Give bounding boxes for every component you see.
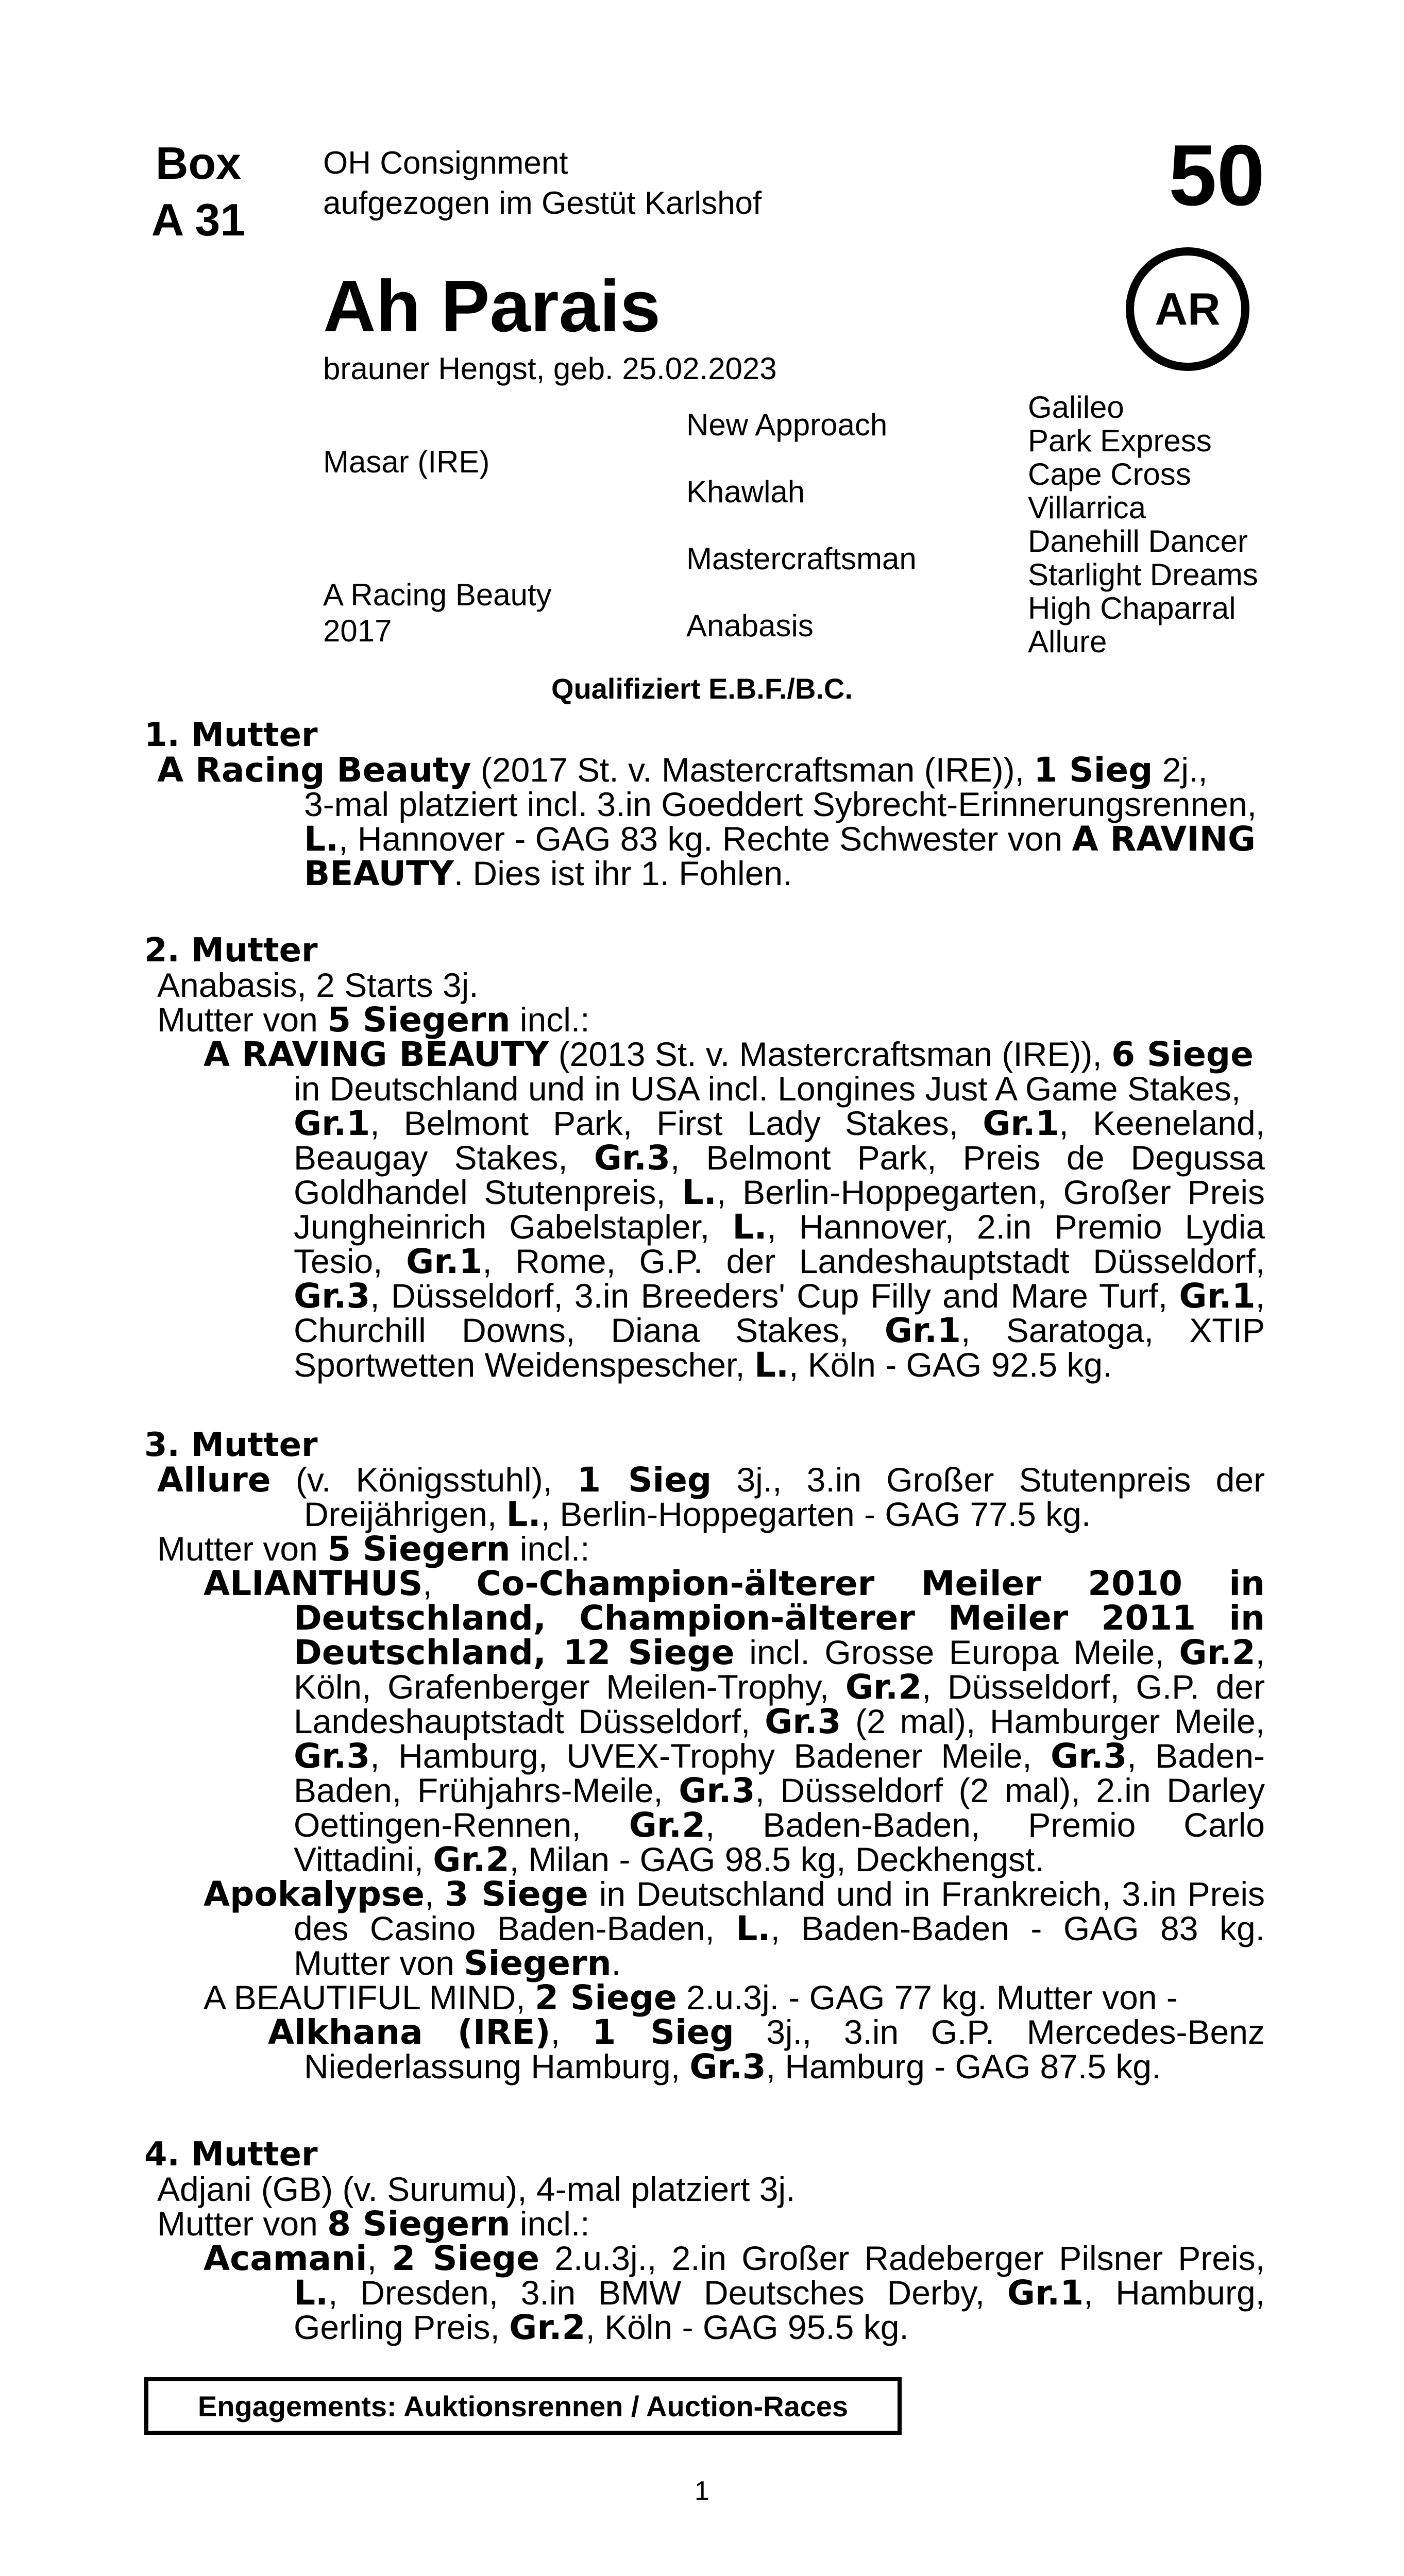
race-grade: Gr.2 xyxy=(629,1805,705,1845)
text: , Hannover, 2.in Premio Lydia xyxy=(767,1208,1265,1246)
text: Dreijährigen, xyxy=(304,1495,506,1533)
text: in Deutschland und in Frankreich, 3.in Preis xyxy=(588,1875,1265,1913)
horse-name-bold: Alkhana (IRE) xyxy=(268,2012,551,2052)
text: , Baden-Baden - GAG 83 kg. xyxy=(770,1909,1265,1947)
pedigree-dam-year: 2017 xyxy=(323,614,392,648)
text: , Milan - GAG 98.5 kg, Deckhengst. xyxy=(509,1840,1044,1878)
wins: 2 Siege xyxy=(392,2239,539,2278)
championship-title: Deutschland, 12 Siege xyxy=(294,1633,735,1672)
race-grade: L. xyxy=(682,1173,717,1212)
mother3-line xyxy=(294,1704,1265,1739)
mother3-line xyxy=(294,1736,1265,1776)
wins: 1 Sieg xyxy=(592,2012,734,2052)
race-grade: Gr.2 xyxy=(845,1667,922,1707)
text: incl.: xyxy=(510,2205,590,2243)
consignment-line2: aufgezogen im Gestüt Karlshof xyxy=(323,185,762,221)
mother3-line xyxy=(294,1943,621,1983)
race-grade: Gr.1 xyxy=(983,1104,1059,1143)
horse-name: Ah Parais xyxy=(323,265,661,347)
text: , xyxy=(422,1564,477,1602)
race-grade: L. xyxy=(506,1495,541,1534)
text: Beaugay Stakes, xyxy=(294,1139,594,1177)
text: Jungheinrich Gabelstapler, xyxy=(294,1208,733,1246)
pedigree-gen2-1: New Approach xyxy=(686,408,888,442)
mother3-line xyxy=(294,1667,1265,1707)
text: . Dies ist ihr 1. Fohlen. xyxy=(453,854,792,892)
mother2-line xyxy=(294,1313,1265,1348)
pedigree-gen2-3: Mastercraftsman xyxy=(686,541,917,576)
horse-name-bold: A RAVING xyxy=(1072,819,1256,859)
text: , xyxy=(1255,1633,1265,1671)
mother1-line xyxy=(304,856,792,891)
race-grade: Gr.1 xyxy=(1179,1276,1256,1316)
mother4-line xyxy=(294,2310,909,2345)
box-label xyxy=(139,135,258,248)
race-grade: Gr.1 xyxy=(1007,2273,1084,2313)
text: Mutter von xyxy=(157,1001,328,1039)
mother3-title: 3. Mutter xyxy=(144,1426,318,1464)
text: Sportwetten Weidenspescher, xyxy=(294,1346,754,1384)
wins: 6 Siege xyxy=(1111,1035,1254,1074)
race-grade: Gr.1 xyxy=(294,1104,370,1143)
championship-title: Co-Champion-älterer Meiler 2010 in xyxy=(476,1564,1265,1603)
championship-title: Deutschland, Champion-älterer Meiler 2011 in xyxy=(294,1598,1265,1638)
text: Niederlassung Hamburg, xyxy=(304,2047,690,2086)
race-grade: Gr.3 xyxy=(594,1138,671,1178)
page-number: 1 xyxy=(695,2476,709,2506)
mother3-line xyxy=(294,1911,1265,1946)
winners-count: 8 Siegern xyxy=(327,2204,511,2244)
text: , Düsseldorf, 3.in Breeders' Cup Filly and Mare Turf, xyxy=(370,1277,1179,1315)
text: , xyxy=(550,2013,593,2051)
pedigree-gen3-4: Villarrica xyxy=(1028,490,1146,525)
text: , Hamburg, UVEX-Trophy Badener Meile, xyxy=(370,1737,1051,1775)
text: , Düsseldorf (2 mal), 2.in Darley xyxy=(755,1771,1265,1809)
race-grade: Gr.2 xyxy=(433,1840,510,1879)
mother1-line xyxy=(304,787,1265,822)
mother4-line xyxy=(294,2273,1265,2313)
text: , Baden-Baden, Premio Carlo xyxy=(705,1806,1265,1844)
text: , Keeneland, xyxy=(1059,1104,1265,1142)
pedigree-gen2-2: Khawlah xyxy=(686,474,805,509)
text: , xyxy=(1255,1277,1265,1315)
mother3-line xyxy=(304,1497,1091,1532)
text: des Casino Baden-Baden, xyxy=(294,1909,736,1947)
race-grade: L. xyxy=(304,819,339,859)
race-grade: Gr.3 xyxy=(294,1276,370,1316)
mother1-line xyxy=(157,750,1265,790)
consignment-line1: OH Consignment xyxy=(323,145,568,181)
mother3-line xyxy=(204,1566,1265,1601)
horse-description: brauner Hengst, geb. 25.02.2023 xyxy=(323,351,777,386)
race-grade: L. xyxy=(294,2273,329,2313)
text: , Belmont Park, First Lady Stakes, xyxy=(370,1104,983,1142)
text: 2j., xyxy=(1153,751,1208,789)
mother3-line xyxy=(294,1635,1265,1670)
pedigree-gen3-1: Galileo xyxy=(1028,390,1124,425)
text: , Baden- xyxy=(1127,1737,1265,1775)
text: incl.: xyxy=(510,1001,590,1039)
race-grade: Gr.3 xyxy=(1051,1736,1127,1776)
text: , Hannover - GAG 83 kg. Rechte Schwester von xyxy=(339,820,1072,858)
text: Köln, Grafenberger Meilen-Trophy, xyxy=(294,1668,845,1706)
text: , Belmont Park, Preis de Degussa xyxy=(670,1139,1265,1177)
race-grade: Gr.3 xyxy=(765,1702,841,1741)
pedigree-sire: Masar (IRE) xyxy=(323,445,490,479)
mother2-line xyxy=(204,1037,1265,1072)
mother4-line xyxy=(204,2241,1265,2276)
mother1-title: 1. Mutter xyxy=(144,716,318,754)
winners-count: 5 Siegern xyxy=(327,1000,511,1040)
wins: 1 Sieg xyxy=(577,1460,712,1500)
mother2-line xyxy=(294,1138,1265,1178)
text: (2017 St. v. Mastercraftsman (IRE)), xyxy=(471,751,1034,789)
pedigree-gen3-6: Starlight Dreams xyxy=(1028,557,1258,592)
box-label-line2: A 31 xyxy=(151,194,246,245)
mother3-line xyxy=(204,1978,1178,2018)
pedigree-gen2-4: Anabasis xyxy=(686,608,814,643)
text: , Berlin-Hoppegarten, Großer Preis xyxy=(716,1173,1265,1211)
race-grade: L. xyxy=(732,1207,767,1247)
text: , Köln - GAG 95.5 kg. xyxy=(585,2308,909,2346)
text: Mutter von xyxy=(157,2205,328,2243)
race-grade: Gr.1 xyxy=(884,1311,961,1350)
text: , Düsseldorf, G.P. der xyxy=(922,1668,1265,1706)
mother2-line xyxy=(294,1072,1265,1106)
text: , xyxy=(425,1875,445,1913)
text: 2.u.3j. - GAG 77 kg. Mutter von - xyxy=(676,1978,1178,2016)
wins: 1 Sieg xyxy=(1034,750,1153,790)
mother2-line xyxy=(294,1244,1265,1279)
text: 2.u.3j., 2.in Großer Radeberger Pilsner Preis, xyxy=(539,2239,1265,2277)
mother3-line xyxy=(294,1598,1265,1638)
text: Vittadini, xyxy=(294,1840,433,1878)
consignment-info xyxy=(323,143,762,224)
mother3-line xyxy=(157,1460,1265,1500)
horse-name-bold: BEAUTY xyxy=(304,854,454,893)
text: , Hamburg - GAG 87.5 kg. xyxy=(766,2047,1161,2086)
text: incl. Grosse Europa Meile, xyxy=(734,1633,1179,1671)
mother3-line xyxy=(157,1529,590,1569)
wins: 2 Siege xyxy=(534,1978,677,2018)
text: , Berlin-Hoppegarten - GAG 77.5 kg. xyxy=(540,1495,1091,1533)
text: Mutter von xyxy=(157,1530,328,1568)
mother3-line xyxy=(294,1842,1044,1877)
pedigree-gen3-8: Allure xyxy=(1028,624,1107,659)
race-grade: Gr.2 xyxy=(1179,1633,1256,1672)
text: , Rome, G.P. der Landeshauptstadt Düsseldorf, xyxy=(482,1242,1265,1280)
mother2-line xyxy=(294,1106,1265,1141)
race-grade: L. xyxy=(736,1909,771,1948)
horse-name-bold: Allure xyxy=(157,1460,271,1500)
race-grade: Gr.2 xyxy=(509,2308,586,2347)
mother2-title: 2. Mutter xyxy=(144,931,318,970)
engagements-box xyxy=(144,2377,902,2435)
text: 3j., 3.in Großer Stutenpreis der xyxy=(712,1461,1265,1499)
text: Baden, Frühjahrs-Meile, xyxy=(294,1771,679,1809)
mother1-line xyxy=(304,819,1265,859)
pedigree-dam-name: A Racing Beauty xyxy=(323,578,552,612)
winners-count: 5 Siegern xyxy=(327,1529,511,1569)
horse-name-bold: Acamani xyxy=(204,2239,367,2278)
mother2-line: Anabasis, 2 Starts 3j. xyxy=(157,966,479,1004)
text: , Saratoga, XTIP xyxy=(961,1311,1265,1349)
text: Oettingen-Rennen, xyxy=(294,1806,629,1844)
text: 3-mal platziert incl. 3.in Goeddert Sybrecht-Erinnerungsrennen, xyxy=(304,785,1257,823)
text: . xyxy=(611,1944,621,1982)
pedigree-gen3-5: Danehill Dancer xyxy=(1028,524,1248,558)
text: incl.: xyxy=(510,1530,590,1568)
mother3-line xyxy=(304,2047,1161,2087)
mother2-line xyxy=(294,1345,1112,1385)
mother2-line xyxy=(157,1000,590,1040)
text: , Hamburg, xyxy=(1084,2274,1265,2312)
text: , Köln - GAG 92.5 kg. xyxy=(789,1346,1112,1384)
horse-name-bold: A Racing Beauty xyxy=(157,750,471,790)
mother2-line xyxy=(294,1276,1265,1316)
text: , xyxy=(367,2239,392,2277)
text: in Deutschland und in USA incl. Longines Just A Game Stakes, xyxy=(294,1070,1241,1108)
pedigree-dam xyxy=(323,577,552,649)
race-grade: L. xyxy=(754,1345,789,1385)
race-grade: Gr.3 xyxy=(679,1771,755,1810)
pedigree-gen3-2: Park Express xyxy=(1028,423,1212,458)
race-grade: Gr.3 xyxy=(689,2047,766,2087)
text: (2 mal), Hamburger Meile, xyxy=(841,1702,1265,1740)
lot-number: 50 xyxy=(1169,127,1265,224)
text: Goldhandel Stutenpreis, xyxy=(294,1173,682,1211)
text: Tesio, xyxy=(294,1242,407,1280)
ar-badge-label: AR xyxy=(1155,283,1221,334)
horse-name-bold: A RAVING BEAUTY xyxy=(204,1035,549,1074)
winners: Siegern xyxy=(464,1943,612,1983)
mother3-line xyxy=(268,2012,1265,2052)
mother3-line xyxy=(294,1805,1265,1845)
wins: 3 Siege xyxy=(445,1874,588,1914)
text: 3j., 3.in G.P. Mercedes-Benz xyxy=(734,2013,1265,2051)
text: Landeshauptstadt Düsseldorf, xyxy=(294,1702,765,1740)
pedigree-gen3-7: High Chaparral xyxy=(1028,591,1236,625)
mother4-line xyxy=(157,2204,590,2244)
mother4-line: Adjani (GB) (v. Surumu), 4-mal platziert 3j. xyxy=(157,2170,796,2208)
mother3-line xyxy=(294,1773,1265,1808)
engagements-label: Engagements: Auktionsrennen / Auction-Races xyxy=(197,2389,849,2422)
text: Churchill Downs, Diana Stakes, xyxy=(294,1311,885,1349)
text: , Dresden, 3.in BMW Deutsches Derby, xyxy=(328,2274,1007,2312)
ar-badge-icon xyxy=(1126,247,1249,371)
pedigree-gen3-3: Cape Cross xyxy=(1028,457,1191,492)
race-grade: Gr.1 xyxy=(406,1242,483,1281)
race-grade: Gr.3 xyxy=(294,1736,370,1776)
box-label-line1: Box xyxy=(155,138,242,189)
text: Gerling Preis, xyxy=(294,2308,510,2346)
horse-name-bold: ALIANTHUS xyxy=(204,1564,423,1603)
horse-name-bold: Apokalypse xyxy=(204,1874,425,1914)
mother2-line xyxy=(294,1175,1265,1210)
text: (v. Königsstuhl), xyxy=(270,1461,578,1499)
text: Mutter von xyxy=(294,1944,464,1982)
mother3-line xyxy=(204,1874,1265,1914)
text: A BEAUTIFUL MIND, xyxy=(204,1978,535,2016)
qualification-note: Qualifiziert E.B.F./B.C. xyxy=(551,672,853,705)
mother2-line xyxy=(294,1207,1265,1247)
mother4-title: 4. Mutter xyxy=(144,2136,318,2174)
text: (2013 St. v. Mastercraftsman (IRE)), xyxy=(549,1035,1112,1073)
